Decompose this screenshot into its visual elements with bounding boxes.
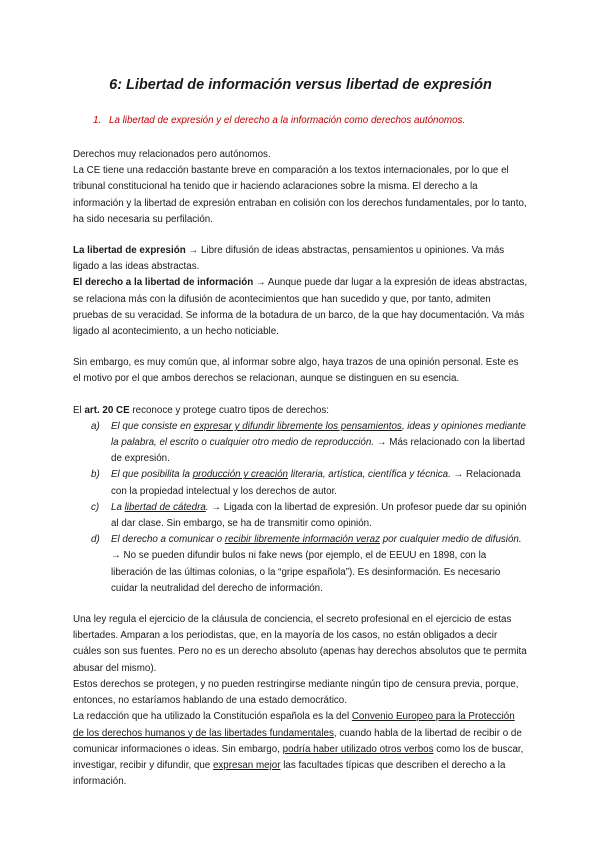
paragraph-ley: Una ley regula el ejercicio de la cláusula de conciencia, el secreto profesional en el ejercicio de estas libertades. Amparan a los periodistas, que, en la mayoría de los casos, no están obligados a decir cuáles son sus fuentes. Pero no es un derecho absoluto (apenas hay derechos absolutos que te permita abusar del mismo). — [73, 614, 527, 674]
underlined-phrase: podría haber utilizado otros verbos — [282, 743, 434, 755]
list-marker: a) — [91, 420, 100, 432]
section-number: 1. — [93, 115, 102, 126]
definition-expresion-text: → Libre difusión de ideas abstractas, pensamientos u opiniones. Va más ligado a las ideas abstractas. — [73, 245, 505, 273]
section-heading-text: La libertad de expresión y el derecho a la información como derechos autónomos — [109, 115, 463, 126]
paragraph-sin-embargo: Sin embargo, es muy común que, al informar sobre algo, haya trazos de una opinión personal. Este es el motivo por el que ambos derechos se relacionan, aunque se distinguen en su esencia. — [73, 357, 519, 385]
underlined-phrase: producción y creación — [192, 469, 289, 481]
paragraph-ce: La CE tiene una redacción bastante breve en comparación a los textos internacionales, por lo que el tribunal constitucional ha tenido que ir haciendo aclaraciones sobre la misma. El derecho a la información y la libertad de expresión entraban en colisión con los derechos fundamentales, por lo tanto, ha sido necesaria su perfilación. — [73, 165, 527, 225]
list-item: b) El que posibilita la producción y creación literaria, artística, científica y técnica. → Relacionada con la propiedad intelectual y los derechos de autor. — [91, 469, 521, 497]
list-item: d) El derecho a comunicar o recibir libremente información veraz por cualquier medio de difusión. → No se pueden difundir bulos ni fake news (por ejemplo, el de EEUU en 1898, con la liberación de las últimas colonias, o la “gripe española”). Es desinformación. Es necesario cuidar la neutralidad del derecho de información. — [91, 534, 522, 594]
page-title: 6: Libertad de información versus libertad de expresión — [109, 77, 492, 93]
paragraph-intro: Derechos muy relacionados pero autónomos. — [73, 149, 271, 160]
definition-expresion — [73, 243, 528, 275]
list-marker: c) — [91, 501, 100, 513]
list-item: c) La libertad de cátedra. → Ligada con la libertad de expresión. Un profesor puede dar su opinión al dar clase. Sin embargo, se ha de transmitir como opinión. — [91, 501, 527, 530]
definition-informacion-text: → Aunque puede dar lugar a la expresión de ideas abstractas, se relaciona más con la difusión de acontecimientos que han sucedido y que, por tanto, admiten pruebas de su veracidad. Se informa de la botadura de un barco, de la que hay documentación. Va más ligado al acontecimiento, a un hecho noticiable. — [73, 277, 528, 338]
list-item: a) El que consiste en expresar y difundir libremente los pensamientos, ideas y opiniones mediante la palabra, el escrito o cualquier otro medio de reproducción. → Más relacionado con la libertad de expresión. — [91, 420, 526, 465]
section-heading: 1. La libertad de expresión y el derecho a la información como derechos autónomos. — [93, 115, 466, 126]
underlined-phrase: expresar y difundir libremente los pensamientos — [193, 420, 402, 432]
list-marker: d) — [91, 534, 100, 546]
underlined-phrase: libertad de cátedra — [124, 501, 206, 513]
underlined-phrase: Convenio Europeo para la Protección de los derechos humanos y de las libertades fundamentales — [73, 711, 515, 739]
term-expresion: La libertad de expresión — [73, 245, 186, 257]
paragraph-redaccion: La redacción que ha utilizado la Constitución española es la del Convenio Europeo para la Protección de los derechos humanos y de las libertades fundamentales, cuando habla de la libertad de recibir o de comunicar informaciones o ideas. Sin embargo, podría haber utilizado otros verbos como los de buscar, investigar, recibir y difundir, que expresan mejor las facultades típicas que describen el derecho a la información. — [73, 711, 524, 788]
underlined-phrase: expresan mejor — [212, 759, 281, 771]
rights-list — [73, 419, 528, 597]
list-marker: b) — [91, 469, 100, 481]
term-informacion: El derecho a la libertad de información — [73, 277, 254, 289]
article-reference: art. 20 CE — [84, 404, 130, 416]
paragraph-censura: Estos derechos se protegen, y no pueden restringirse mediante ningún tipo de censura previa, porque, entonces, no estaríamos hablando de una estado democrático. — [73, 678, 519, 707]
paragraph-article: El art. 20 CE reconoce y protege cuatro tipos de derechos: — [73, 404, 329, 416]
definition-informacion — [73, 275, 528, 340]
underlined-phrase: recibir libremente información veraz — [224, 534, 380, 546]
